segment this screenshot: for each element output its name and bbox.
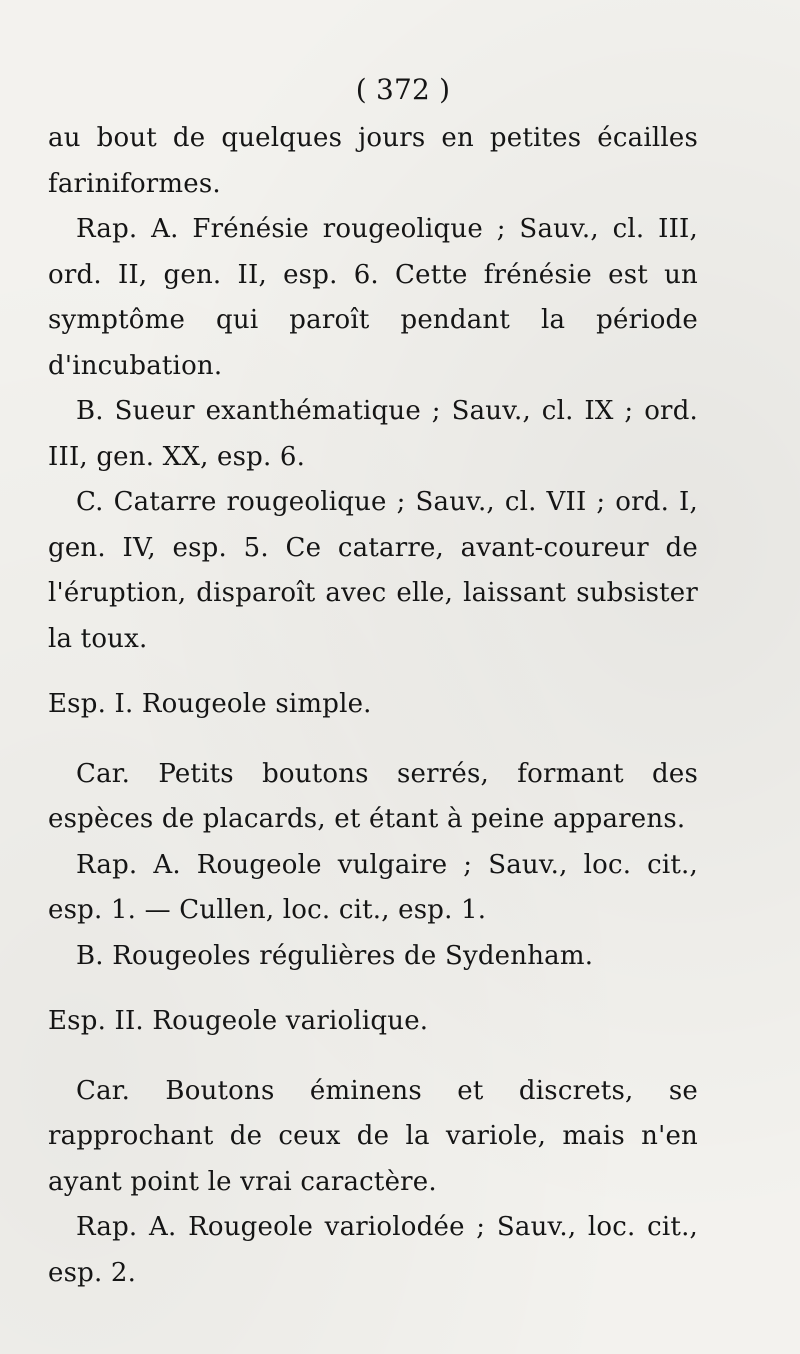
paragraph-rapport-a-vulgaire: Rap. A. Rougeole vulgaire ; Sauv., loc. cit., esp. 1. — Cullen, loc. cit., esp. 1. (48, 849, 698, 925)
paragraph-caractere-2: Car. Boutons éminens et discrets, se rapprochant de ceux de la variole, mais n'en ayant point le vrai caractère. (48, 1075, 698, 1197)
paragraph-rapport-b-sueur: B. Sueur exanthématique ; Sauv., cl. IX ; ord. III, gen. XX, esp. 6. (48, 396, 698, 472)
paragraph-rapport-a-variolodee: Rap. A. Rougeole variolodée ; Sauv., loc. cit., esp. 2. (48, 1212, 698, 1288)
page-number: ( 372 ) (355, 73, 451, 106)
paragraph-rapport-a-frenesie: Rap. A. Frénésie rougeolique ; Sauv., cl. III, ord. II, gen. II, esp. 6. Cette frénésie est un symptôme qui paroît pendant la période d'incubation. (48, 214, 698, 381)
paragraph-continuation: au bout de quelques jours en petites écailles fariniformes. (48, 123, 698, 199)
species-heading-1: Esp. I. Rougeole simple. (48, 689, 372, 719)
paragraph-rapport-c-catarre: C. Catarre rougeolique ; Sauv., cl. VII ; ord. I, gen. IV, esp. 5. Ce catarre, avant-coureur de l'éruption, disparoît avec elle, laissant subsister la toux. (48, 487, 698, 654)
species-heading-2: Esp. II. Rougeole variolique. (48, 1006, 429, 1036)
page-text (48, 70, 698, 1296)
paragraph-caractere-1: Car. Petits boutons serrés, formant des espèces de placards, et étant à peine apparens. (48, 758, 698, 834)
paragraph-rapport-b-sydenham: B. Rougeoles régulières de Sydenham. (76, 940, 594, 971)
